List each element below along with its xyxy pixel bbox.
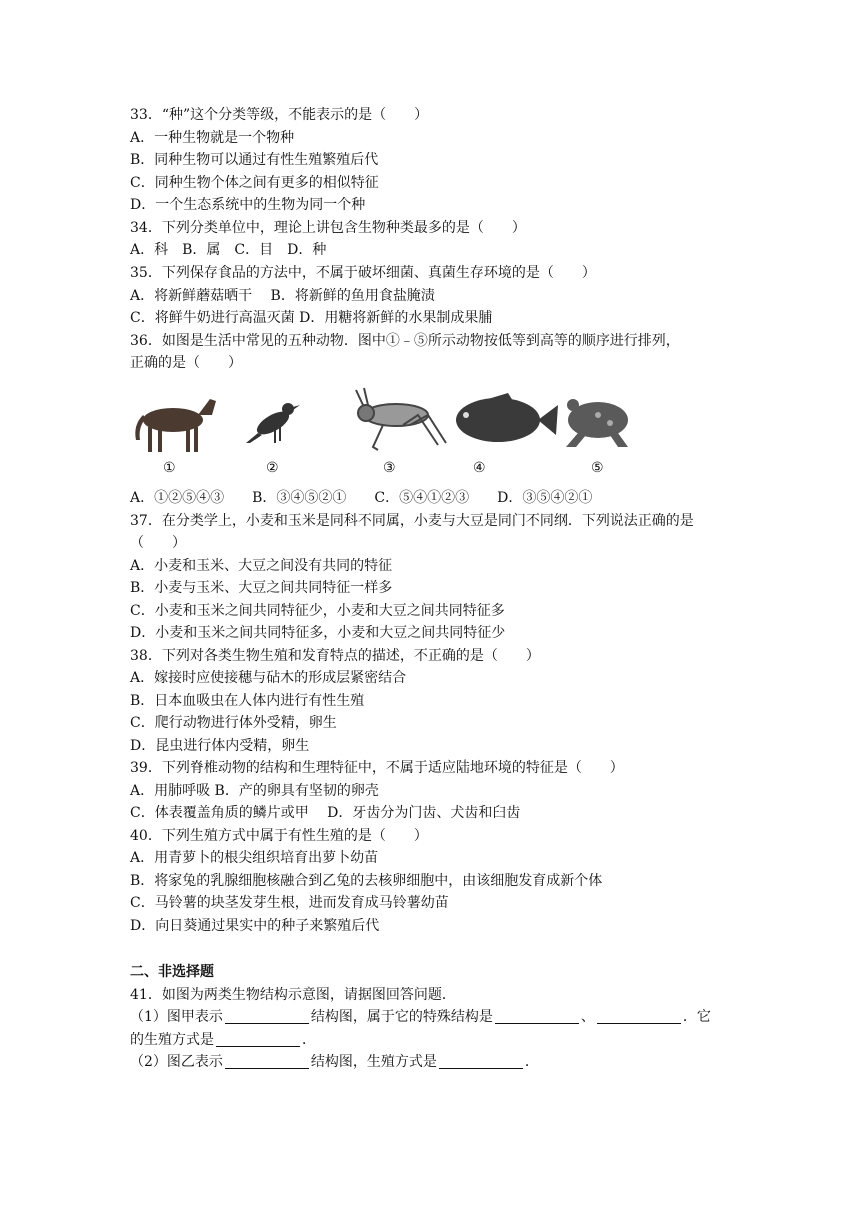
q37-stem-line2: （ ） <box>130 535 186 551</box>
q41-part2 <box>130 1052 539 1072</box>
q39-stem: 39．下列脊椎动物的结构和生理特征中，不属于适应陆地环境的特征是（ ） <box>130 760 624 776</box>
frog-image <box>566 399 628 447</box>
q33-option-d: D．一个生态系统中的生物为同一个种 <box>130 197 366 213</box>
answer-blank-2[interactable] <box>495 1009 579 1024</box>
q41-part1-text-c: 、 <box>580 1009 595 1025</box>
q39-options-cd: C．体表覆盖角质的鳞片或甲 D．牙齿分为门齿、犬齿和臼齿 <box>130 805 521 821</box>
q38-option-c: C．爬行动物进行体外受精，卵生 <box>130 715 337 731</box>
answer-blank-5[interactable] <box>225 1054 309 1069</box>
fish-image <box>456 393 558 442</box>
animal-label-5: ⑤ <box>591 460 604 476</box>
q41-part1-text-d: ．它 <box>682 1009 711 1025</box>
q41-part1-text-a: （1）图甲表示 <box>130 1009 223 1025</box>
q40-option-d: D．向日葵通过果实中的种子来繁殖后代 <box>130 918 380 934</box>
animal-label-1: ① <box>163 460 176 476</box>
animal-label-2: ② <box>266 460 279 476</box>
q36-stem-line2: 正确的是（ ） <box>130 355 242 371</box>
q36-stem-line1: 36．如图是生活中常见的五种动物．图中①﹣⑤所示动物按低等到高等的顺序进行排列， <box>130 333 680 349</box>
section2-title: 二、非选择题 <box>130 964 214 980</box>
q37-stem-line1: 37．在分类学上，小麦和玉米是同科不同属，小麦与大豆是同门不同纲．下列说法正确的是 <box>130 513 694 529</box>
animals-illustration <box>128 385 632 480</box>
q35-options-cd: C．将鲜牛奶进行高温灭菌 D．用糖将新鲜的水果制成果脯 <box>130 310 493 326</box>
answer-blank-4[interactable] <box>216 1032 300 1047</box>
answer-blank-6[interactable] <box>439 1054 523 1069</box>
q33-stem: 33．“种”这个分类等级，不能表示的是（ ） <box>130 107 429 123</box>
q40-option-a: A．用青萝卜的根尖组织培育出萝卜幼苗 <box>130 850 379 866</box>
q38-stem: 38．下列对各类生物生殖和发育特点的描述，不正确的是（ ） <box>130 648 540 664</box>
answer-blank-3[interactable] <box>597 1009 681 1024</box>
animal-label-4: ④ <box>473 460 486 476</box>
q36-options: A．①②⑤④③ B．③④⑤②① C．⑤④①②③ D．③⑤④②① <box>130 490 593 506</box>
q37-option-b: B．小麦与玉米、大豆之间共同特征一样多 <box>130 580 393 596</box>
q38-option-b: B．日本血吸虫在人体内进行有性生殖 <box>130 693 365 709</box>
q40-option-b: B．将家兔的乳腺细胞核融合到乙兔的去核卵细胞中，由该细胞发育成新个体 <box>130 873 603 889</box>
answer-blank-1[interactable] <box>225 1009 309 1024</box>
horse-image <box>135 399 216 452</box>
q41-part1 <box>130 1007 711 1027</box>
q40-stem: 40．下列生殖方式中属于有性生殖的是（ ） <box>130 828 428 844</box>
q41-part2-text-b: 结构图，生殖方式是 <box>310 1054 437 1070</box>
q35-options-ab: A．将新鲜蘑菇晒干 B．将新鲜的鱼用食盐腌渍 <box>130 288 435 304</box>
q37-option-d: D．小麦和玉米之间共同特征多，小麦和大豆之间共同特征少 <box>130 625 506 641</box>
q41-part1-text-e: 的生殖方式是 <box>130 1032 214 1048</box>
q41-stem: 41．如图为两类生物结构示意图，请据图回答问题． <box>130 987 456 1003</box>
q38-option-a: A．嫁接时应使接穗与砧木的形成层紧密结合 <box>130 670 407 686</box>
q37-option-c: C．小麦和玉米之间共同特征少，小麦和大豆之间共同特征多 <box>130 603 505 619</box>
q34-stem: 34．下列分类单位中，理论上讲包含生物种类最多的是（ ） <box>130 220 526 236</box>
q40-option-c: C．马铃薯的块茎发芽生根，进而发育成马铃薯幼苗 <box>130 895 449 911</box>
q37-option-a: A．小麦和玉米、大豆之间没有共同的特征 <box>130 558 393 574</box>
q41-part1-text-b: 结构图，属于它的特殊结构是 <box>310 1009 493 1025</box>
q39-options-ab: A．用肺呼吸 B．产的卵具有坚韧的卵壳 <box>130 783 379 799</box>
q33-option-a: A．一种生物就是一个物种 <box>130 130 295 146</box>
q41-part2-text-a: （2）图乙表示 <box>130 1054 223 1070</box>
grasshopper-image <box>356 388 446 450</box>
bird-image <box>246 403 300 443</box>
q33-option-b: B．同种生物可以通过有性生殖繁殖后代 <box>130 152 379 168</box>
q41-part1-text-f: ． <box>302 1032 316 1048</box>
q41-part1-cont <box>130 1030 316 1050</box>
q35-stem: 35．下列保存食品的方法中，不属于破坏细菌、真菌生存环境的是（ ） <box>130 265 596 281</box>
q41-part2-text-c: ． <box>524 1054 539 1070</box>
q34-options: A．科 B．属 C．目 D．种 <box>130 242 327 258</box>
q38-option-d: D．昆虫进行体内受精，卵生 <box>130 738 310 754</box>
q36-animals-figure <box>128 385 632 480</box>
animal-label-3: ③ <box>383 460 396 476</box>
q33-option-c: C．同种生物个体之间有更多的相似特征 <box>130 175 379 191</box>
